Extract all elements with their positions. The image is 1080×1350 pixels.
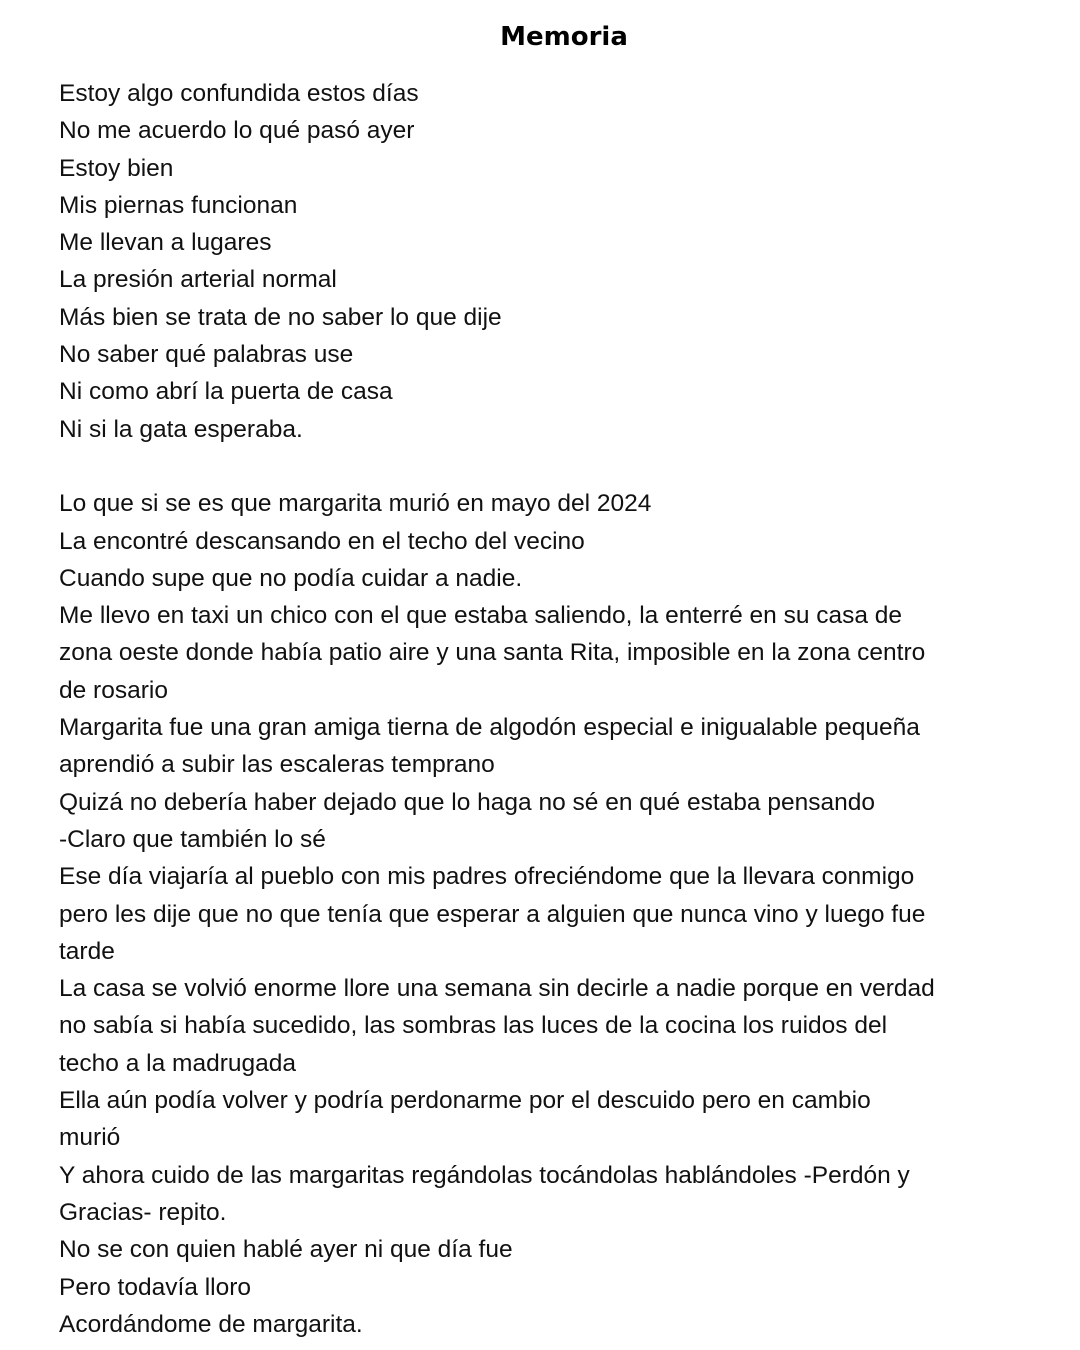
poem-line: Y ahora cuido de las margaritas regándolas tocándolas hablándoles -Perdón y	[59, 1161, 910, 1189]
poem-line: murió	[59, 1124, 121, 1152]
poem-line: Me llevan a lugares	[59, 229, 272, 257]
poem-line: techo a la madrugada	[59, 1049, 296, 1077]
poem-line: No me acuerdo lo qué pasó ayer	[59, 117, 415, 145]
poem-line: Margarita fue una gran amiga tierna de algodón especial e inigualable pequeña	[59, 714, 920, 742]
poem-line: tarde	[59, 937, 115, 965]
poem-line: Ni si la gata esperaba.	[59, 415, 303, 443]
poem-line: Cuando supe que no podía cuidar a nadie.	[59, 564, 523, 592]
poem-line: Lo que si se es que margarita murió en mayo del 2024	[59, 490, 652, 518]
poem-line: Estoy bien	[59, 154, 174, 182]
poem-line: Gracias- repito.	[59, 1198, 227, 1226]
stanza-2	[59, 485, 1039, 1343]
poem-line: no sabía si había sucedido, las sombras las luces de la cocina los ruidos del	[59, 1012, 888, 1040]
poem-line: Ni como abrí la puerta de casa	[59, 378, 393, 406]
poem-line: zona oeste donde había patio aire y una santa Rita, imposible en la zona centro	[59, 639, 926, 667]
poem-line: Acordándome de margarita.	[59, 1310, 363, 1338]
poem-line: La casa se volvió enorme llore una semana sin decirle a nadie porque en verdad	[59, 975, 935, 1003]
poem-title: Memoria	[500, 22, 628, 52]
poem-line: Estoy algo confundida estos días	[59, 80, 419, 107]
poem-line: de rosario	[59, 676, 168, 704]
poem-line: La encontré descansando en el techo del vecino	[59, 527, 585, 555]
poem-line: aprendió a subir las escaleras temprano	[59, 751, 495, 779]
poem-line: La presión arterial normal	[59, 266, 337, 294]
poem-line: Más bien se trata de no saber lo que dije	[59, 303, 502, 331]
poem-body	[59, 75, 1039, 1343]
poem-line: pero les dije que no que tenía que esperar a alguien que nunca vino y luego fue	[59, 900, 926, 928]
poem-line: Mis piernas funcionan	[59, 191, 298, 219]
poem-line: Me llevo en taxi un chico con el que estaba saliendo, la enterré en su casa de	[59, 602, 903, 630]
poem-line: Ella aún podía volver y podría perdonarme por el descuido pero en cambio	[59, 1087, 871, 1115]
poem-line: No se con quien hablé ayer ni que día fue	[59, 1236, 513, 1264]
poem-line: Ese día viajaría al pueblo con mis padres ofreciéndome que la llevara conmigo	[59, 863, 915, 891]
poem-line: No saber qué palabras use	[59, 341, 354, 369]
poem-line: Quizá no debería haber dejado que lo haga no sé en qué estaba pensando	[59, 788, 875, 816]
stanza-1	[59, 75, 1039, 448]
poem-line: Pero todavía lloro	[59, 1273, 252, 1301]
poem-line: -Claro que también lo sé	[59, 825, 326, 853]
